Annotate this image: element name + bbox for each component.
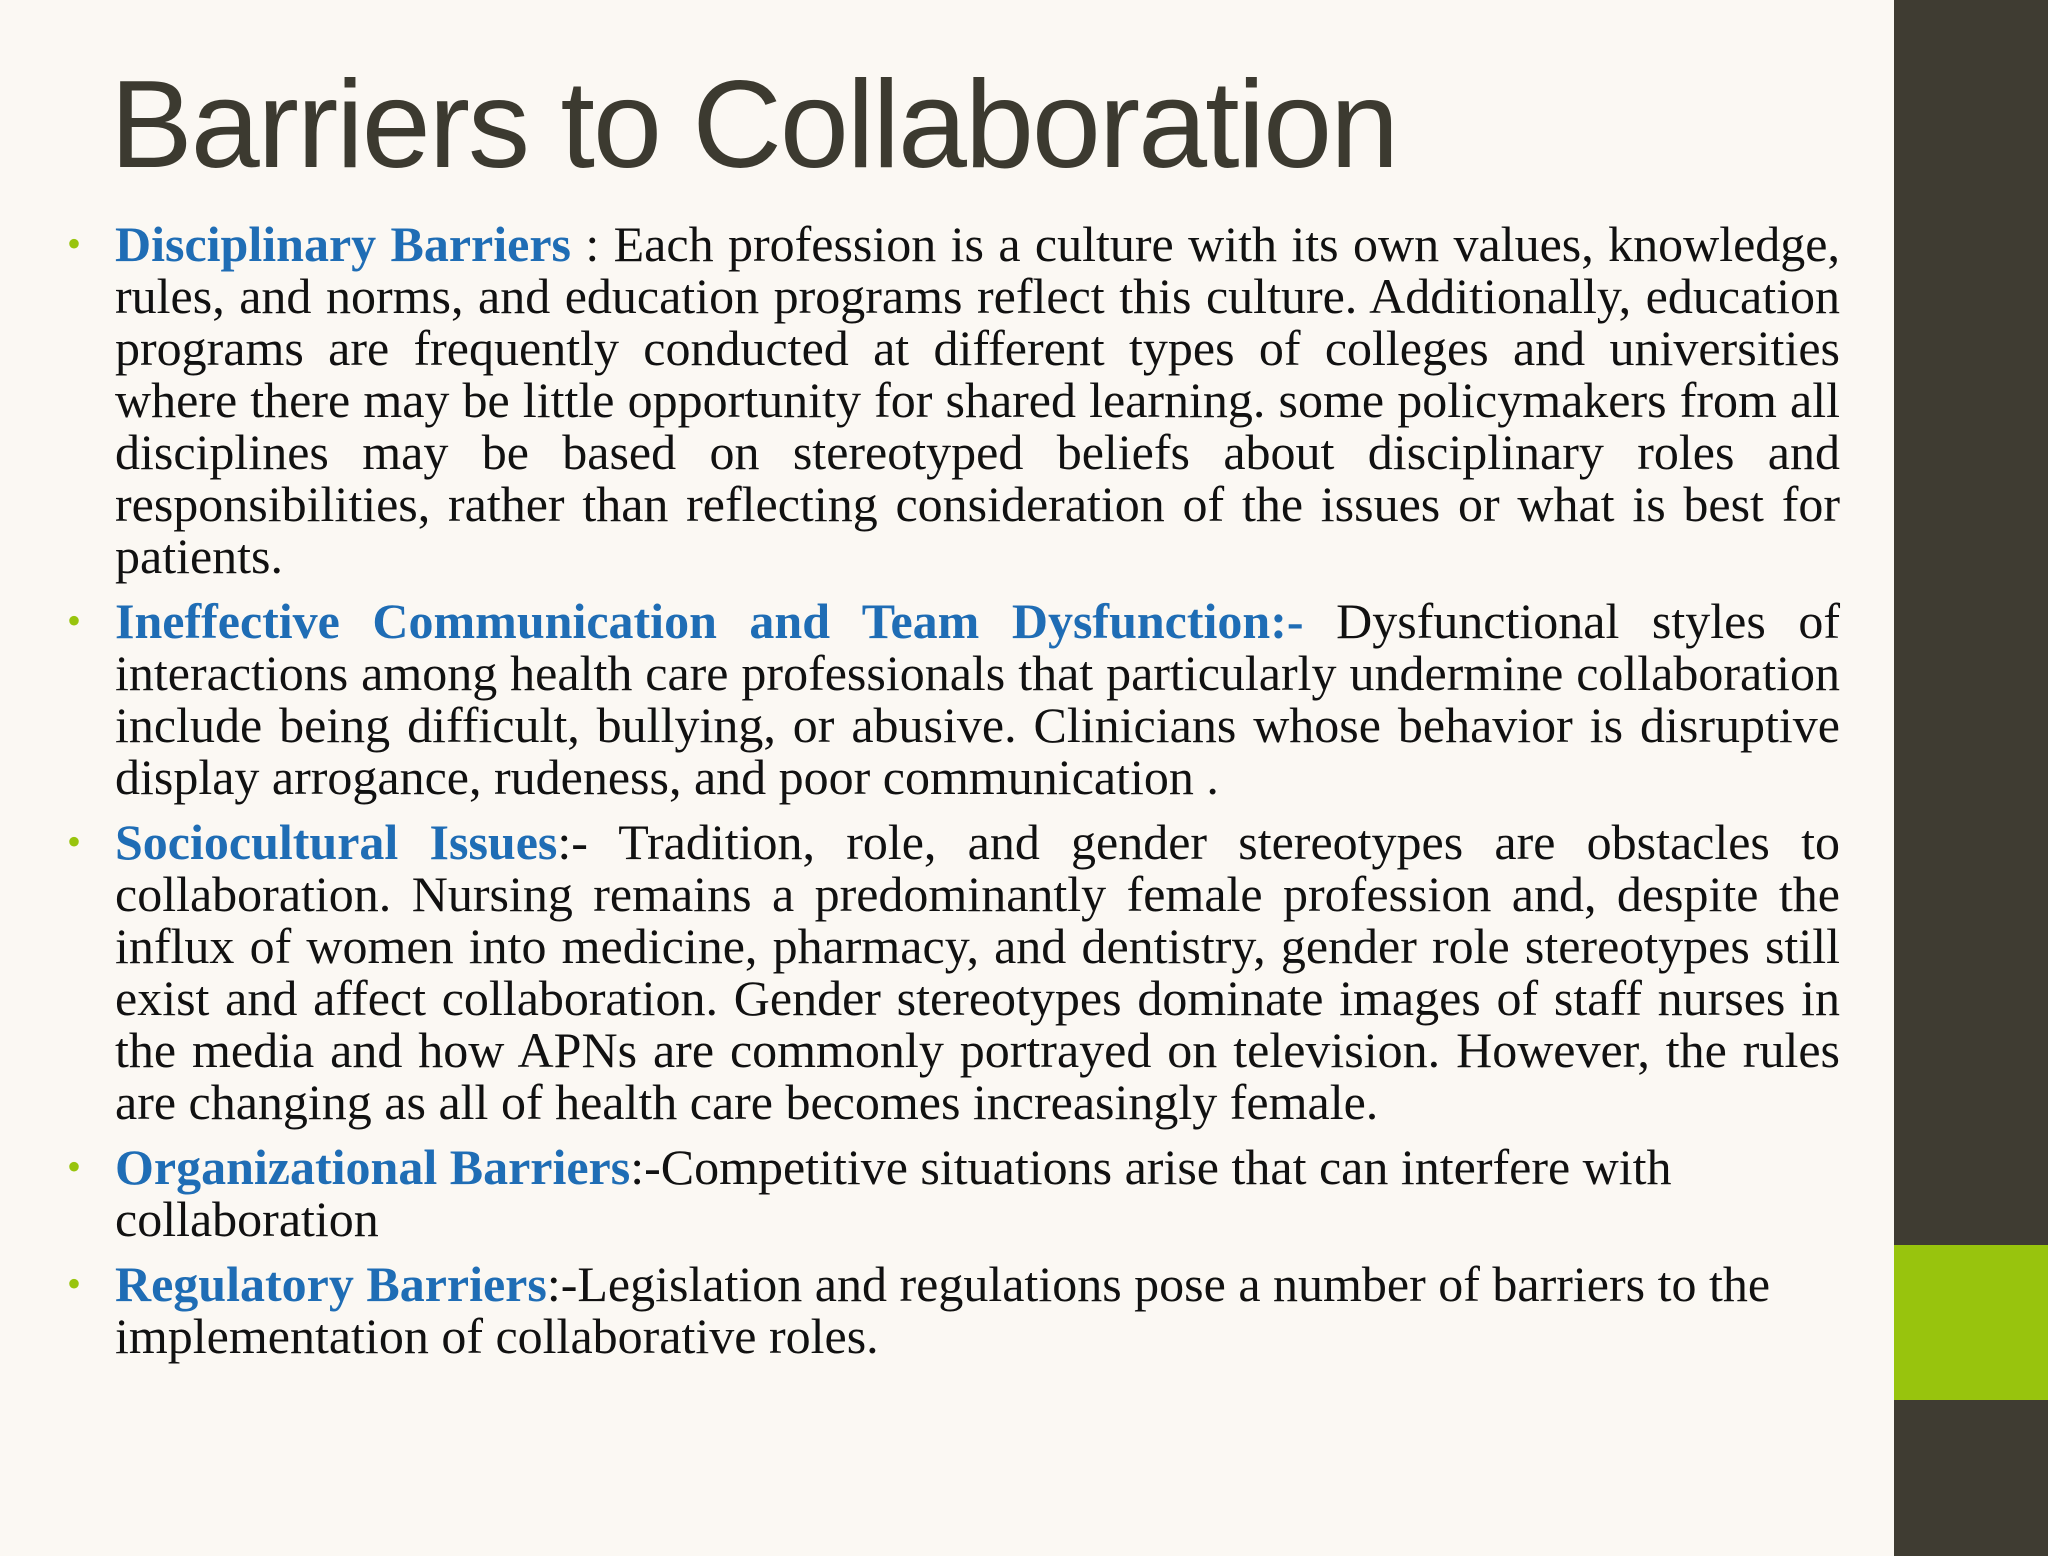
- bullet-ineffective-communication: [67, 593, 1841, 805]
- bullet-dot-icon: •: [67, 1261, 82, 1306]
- decorative-accent-block: [1894, 1245, 2048, 1400]
- bullet-dot-icon: •: [67, 221, 82, 266]
- bullet-dot-icon: •: [67, 1144, 82, 1189]
- bullet-disciplinary-barriers: [67, 216, 1840, 584]
- bullet-separator: :-: [630, 1139, 661, 1195]
- bullet-text: Competitive situations arise that can interfere with collaboration: [115, 1139, 1672, 1247]
- bullet-separator: [1304, 593, 1337, 649]
- bullet-term: Sociocultural Issues: [115, 814, 558, 870]
- bullet-text: Legislation and regulations pose a number of barriers to the implementation of collaborative roles.: [115, 1256, 1771, 1364]
- bullet-list: [67, 216, 1841, 1375]
- bullet-separator: :: [570, 216, 614, 272]
- bullet-text: Each profession is a culture with its own values, knowledge, rules, and norms, and education programs reflect this culture. Additionally, education programs are frequently conducted at different types of colleges and universities where there may be little opportunity for shared learning. some policymakers from all disciplines may be based on stereotyped beliefs about disciplinary roles and responsibilities, rather than reflecting consideration of the issues or what is best for patients.: [115, 216, 1840, 584]
- bullet-text: Tradition, role, and gender stereotypes are obstacles to collaboration. Nursing remains a predominantly female profession and, despite the influx of women into medicine, pharmacy, and dentistry, gender role stereotypes still exist and affect collaboration. Gender stereotypes dominate images of staff nurses in the media and how APNs are commonly portrayed on television. However, the rules are changing as all of health care becomes increasingly female.: [115, 814, 1840, 1130]
- bullet-dot-icon: •: [67, 819, 82, 864]
- slide-title: Barriers to Collaboration: [110, 56, 1398, 194]
- bullet-separator: :-: [546, 1256, 578, 1312]
- bullet-sociocultural-issues: [67, 814, 1840, 1130]
- bullet-organizational-barriers: [67, 1139, 1840, 1247]
- bullet-term: Disciplinary Barriers: [115, 216, 571, 272]
- bullet-dot-icon: •: [67, 598, 82, 643]
- bullet-regulatory-barriers: [67, 1256, 1840, 1364]
- bullet-term: Regulatory Barriers: [115, 1256, 547, 1312]
- bullet-separator: :-: [557, 814, 619, 870]
- bullet-text: Dysfunctional styles of interactions among health care professionals that particularly undermine collaboration include being difficult, bullying, or abusive. Clinicians whose behavior is disruptive display arrogance, rudeness, and poor communication .: [115, 593, 1841, 805]
- bullet-term: Ineffective Communication and Team Dysfunction:-: [115, 593, 1304, 649]
- bullet-term: Organizational Barriers: [115, 1139, 631, 1195]
